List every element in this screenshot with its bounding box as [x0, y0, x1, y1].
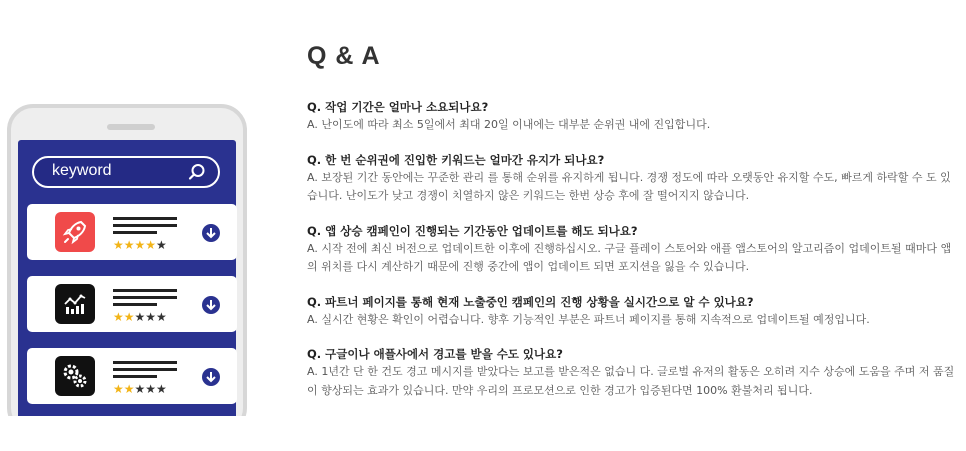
qa-item	[307, 345, 957, 400]
question: Q. 작업 기간은 얼마나 소요되나요?	[307, 100, 489, 114]
answer: A. 1년간 단 한 건도 경고 메시지를 받았다는 보고를 받은적은 없습니 다. 글로벌 유저의 활동은 오히려 지수 상승에 도움을 주며 저 품질이 향상되는 효과가 있습니다. 만약 우리의 프로모션으로 인한 경고가 입증된다면 100% 환불처리 됩니다.	[307, 365, 955, 397]
search-keyword: keyword	[52, 162, 112, 179]
search-bar	[32, 156, 220, 188]
download-icon	[202, 368, 220, 386]
app-card	[27, 204, 237, 260]
chart-icon	[55, 284, 95, 324]
qa-item	[307, 151, 957, 206]
rating-stars: ★★★★★	[113, 238, 167, 252]
rating-stars: ★★★★★	[113, 310, 167, 324]
qa-item	[307, 293, 957, 330]
question: Q. 앱 상승 캠페인이 진행되는 기간동안 업데이트를 해도 되나요?	[307, 223, 638, 238]
app-card	[27, 348, 237, 404]
qa-item	[307, 98, 957, 135]
text-lines	[113, 361, 179, 382]
rocket-icon	[55, 212, 95, 252]
answer: A. 난이도에 따라 최소 5일에서 최대 20일 이내에는 대부분 순위권 내에 진입합니다.	[307, 118, 711, 131]
phone-screen	[18, 140, 236, 416]
qa-item	[307, 222, 957, 277]
text-lines	[113, 217, 179, 238]
download-icon	[202, 296, 220, 314]
question: Q. 한 번 순위권에 진입한 키워드는 얼마간 유지가 되나요?	[307, 152, 605, 167]
phone-illustration	[0, 100, 260, 416]
text-lines	[113, 289, 179, 310]
question: Q. 파트너 페이지를 통해 현재 노출중인 캠페인의 진행 상황을 실시간으로 알 수 있나요?	[307, 294, 754, 309]
phone-speaker	[107, 124, 155, 130]
answer: A. 보장된 기간 동안에는 꾸준한 관리 를 통해 순위를 유지하게 됩니다. 경쟁 정도에 따라 오랫동안 유지할 수도, 빠르게 하락할 수 도 있습니다. 난이도가 낮고 경쟁이 치열하지 않은 키워드는 한번 상승 후에 잘 떨어지지 않습니다.	[307, 170, 951, 202]
answer: A. 실시간 현황은 확인이 어렵습니다. 향후 기능적인 부분은 파트너 페이지를 통해 지속적으로 업데이트될 예정입니다.	[307, 312, 870, 326]
gears-icon	[55, 356, 95, 396]
qa-title: Q & A	[307, 42, 381, 70]
rating-stars: ★★★★★	[113, 382, 167, 396]
search-icon	[188, 163, 206, 185]
answer: A. 시작 전에 최신 버전으로 업데이트한 이후에 진행하십시오. 구글 플레이 스토어와 애플 앱스토어의 알고리즘이 업데이트될 때마다 앱의 위치를 다시 계산하기 때문에 진행 중간에 앱이 업데이트 되면 포지션을 잃을 수 있습니다.	[307, 241, 952, 273]
app-card	[27, 276, 237, 332]
qa-list	[307, 98, 957, 416]
question: Q. 구글이나 애플사에서 경고를 받을 수도 있나요?	[307, 347, 563, 361]
phone-frame	[7, 104, 247, 416]
download-icon	[202, 224, 220, 242]
